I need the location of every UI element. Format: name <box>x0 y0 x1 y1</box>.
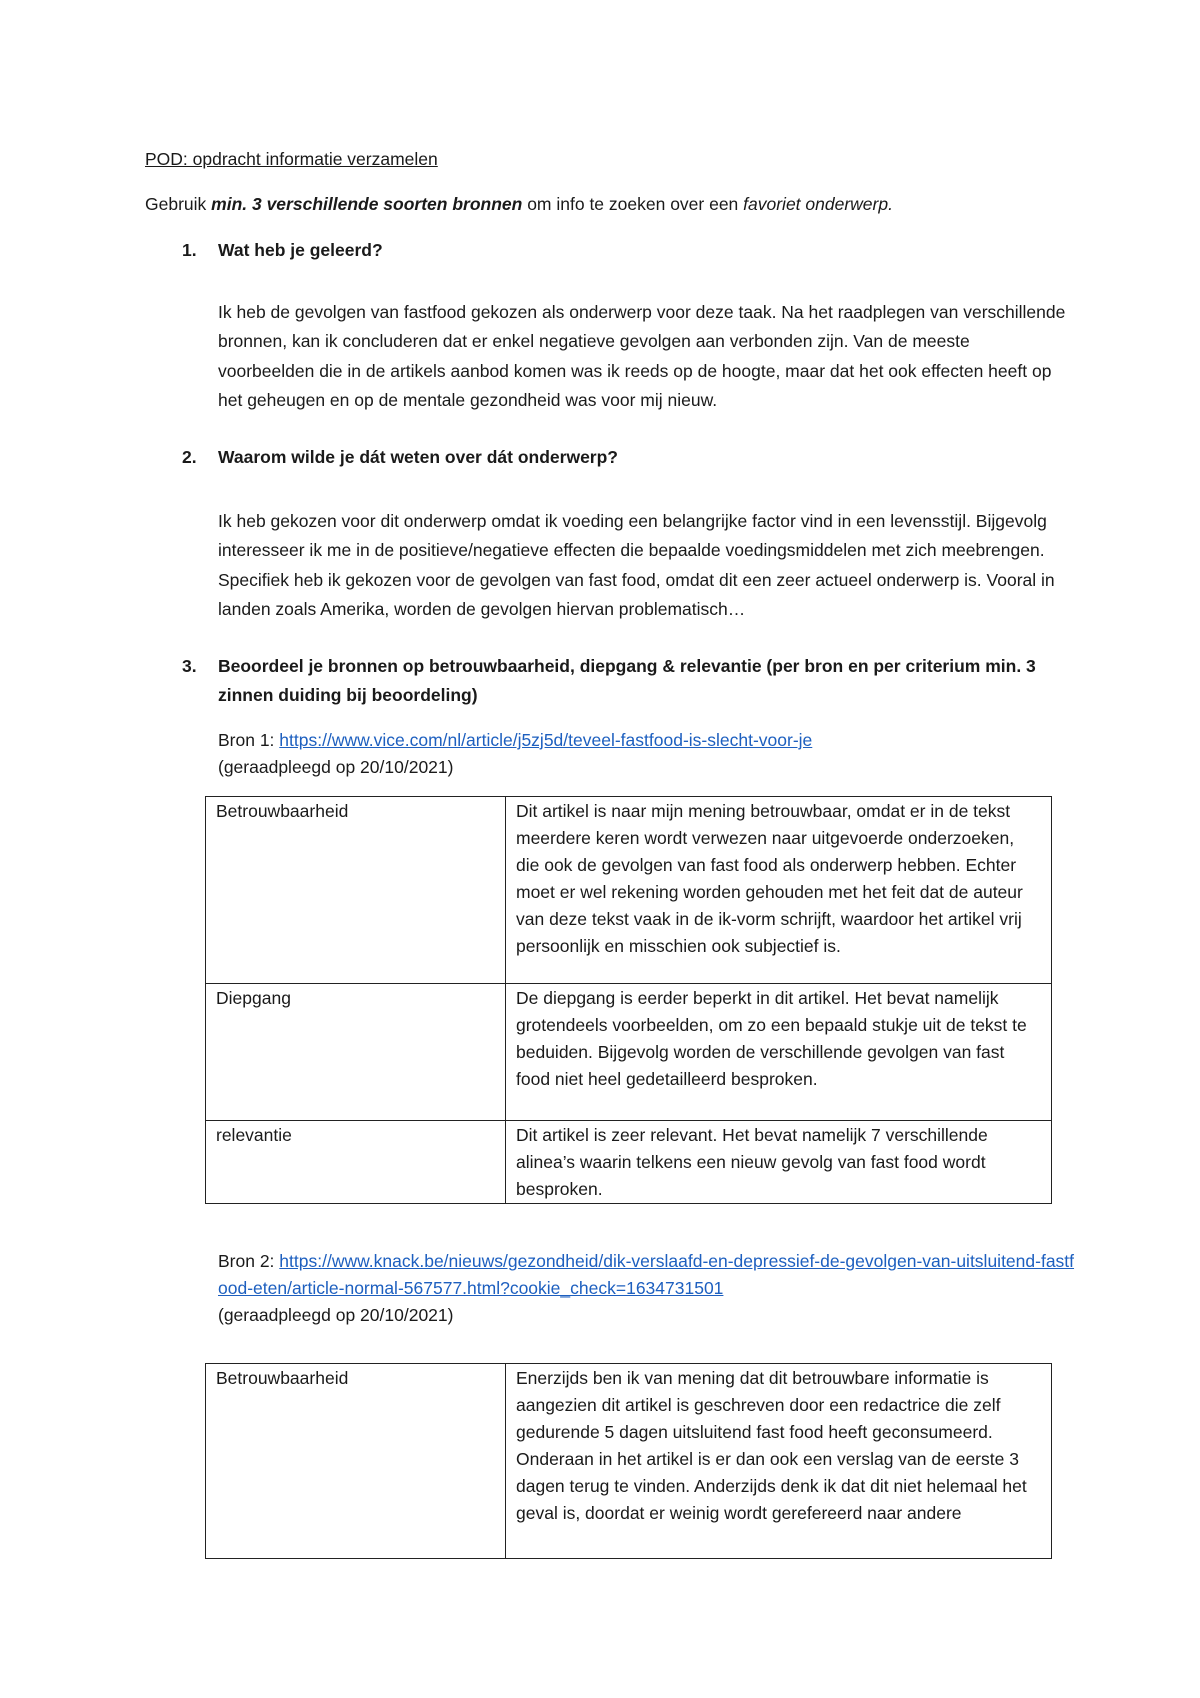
intro-middle: om info te zoeken over een <box>522 194 744 214</box>
evaluation-cell: De diepgang is eerder beperkt in dit artikel. Het bevat namelijk grotendeels voorbeelden, om zo een bepaald stukje uit de tekst te beduiden. Bijgevolg worden de verschillende gevolgen van fast food niet heel gedetailleerd besproken. <box>506 984 1052 1121</box>
source-1-label: Bron 1: <box>218 730 280 750</box>
table-row <box>206 984 1052 1121</box>
criterion-cell: relevantie <box>206 1121 506 1204</box>
source-1-date: (geraadpleegd op 20/10/2021) <box>218 757 454 777</box>
assignment-intro <box>145 193 893 215</box>
source-1-citation <box>218 727 1068 781</box>
answer-1: Ik heb de gevolgen van fastfood gekozen als onderwerp voor deze taak. Na het raadplegen van verschillende bronnen, kan ik concluderen dat er enkel negatieve gevolgen aan verbonden zijn. Van de meeste voorbeelden die in de artikels aanbod komen was ik reeds op de hoogte, maar dat het ook effecten heeft op het geheugen en op de mentale gezondheid was voor mij nieuw. <box>218 301 1066 410</box>
source-2-link[interactable]: https://www.knack.be/nieuws/gezondheid/dik-verslaafd-en-depressief-de-gevolgen-van-uitsluitend-fastfood-eten/article-normal-567577.html?cookie_check=1634731501 <box>218 1251 1075 1298</box>
criterion-cell: Betrouwbaarheid <box>206 797 506 984</box>
question-1-text: Wat heb je geleerd? <box>218 240 383 260</box>
intro-emphasis: min. 3 verschillende soorten bronnen <box>211 194 523 214</box>
source-2-evaluation-table <box>205 1363 1052 1559</box>
question-1-number: 1. <box>182 240 197 260</box>
question-3 <box>182 652 1058 710</box>
question-2 <box>182 443 1058 472</box>
question-3-text: Beoordeel je bronnen op betrouwbaarheid, diepgang & relevantie (per bron en per criterium min. 3 zinnen duiding bij beoordeling) <box>218 656 1036 705</box>
source-2-date: (geraadpleegd op 20/10/2021) <box>218 1305 454 1325</box>
answer-2: Ik heb gekozen voor dit onderwerp omdat ik voeding een belangrijke factor vind in een levensstijl. Bijgevolg interesseer ik me in de positieve/negatieve effecten die bepaalde voedingsmiddelen met zich meebrengen. Specifiek heb ik gekozen voor de gevolgen van fast food, omdat dit een zeer actueel onderwerp is. Vooral in landen zoals Amerika, worden de gevolgen hiervan problematisch… <box>218 510 1055 619</box>
source-2-line <box>218 1248 1078 1302</box>
evaluation-cell: Enerzijds ben ik van mening dat dit betrouwbare informatie is aangezien dit artikel is geschreven door een redactrice die zelf gedurende 5 dagen uitsluitend fast food heeft geconsumeerd. Onderaan in het artikel is er dan ook een verslag van de eerste 3 dagen terug te vinden. Anderzijds denk ik dat dit niet helemaal het geval is, doordat er weinig wordt gerefereerd naar andere <box>506 1364 1052 1559</box>
document-title: POD: opdracht informatie verzamelen <box>145 149 438 169</box>
source-1-line <box>218 727 1068 754</box>
intro-topic: favoriet onderwerp. <box>743 194 893 214</box>
criterion-cell: Betrouwbaarheid <box>206 1364 506 1559</box>
evaluation-cell: Dit artikel is naar mijn mening betrouwbaar, omdat er in de tekst meerdere keren wordt verwezen naar uitgevoerde onderzoeken, die ook de gevolgen van fast food als onderwerp hebben. Echter moet er wel rekening worden gehouden met het feit dat de auteur van deze tekst vaak in de ik-vorm schrijft, waardoor het artikel vrij persoonlijk en misschien ook subjectief is. <box>506 797 1052 984</box>
question-2-text: Waarom wilde je dát weten over dát onderwerp? <box>218 447 618 467</box>
question-2-number: 2. <box>182 447 197 467</box>
evaluation-cell: Dit artikel is zeer relevant. Het bevat namelijk 7 verschillende alinea’s waarin telkens een nieuw gevolg van fast food wordt besproken. <box>506 1121 1052 1204</box>
question-3-number: 3. <box>182 656 197 676</box>
table-row <box>206 1121 1052 1204</box>
source-2-label: Bron 2: <box>218 1251 280 1271</box>
question-1 <box>182 236 1058 265</box>
source-1-link[interactable]: https://www.vice.com/nl/article/j5zj5d/teveel-fastfood-is-slecht-voor-je <box>279 730 813 750</box>
source-2-citation <box>218 1248 1078 1329</box>
criterion-cell: Diepgang <box>206 984 506 1121</box>
table-row <box>206 797 1052 984</box>
table-row <box>206 1364 1052 1559</box>
intro-prefix: Gebruik <box>145 194 212 214</box>
source-1-evaluation-table <box>205 796 1052 1204</box>
